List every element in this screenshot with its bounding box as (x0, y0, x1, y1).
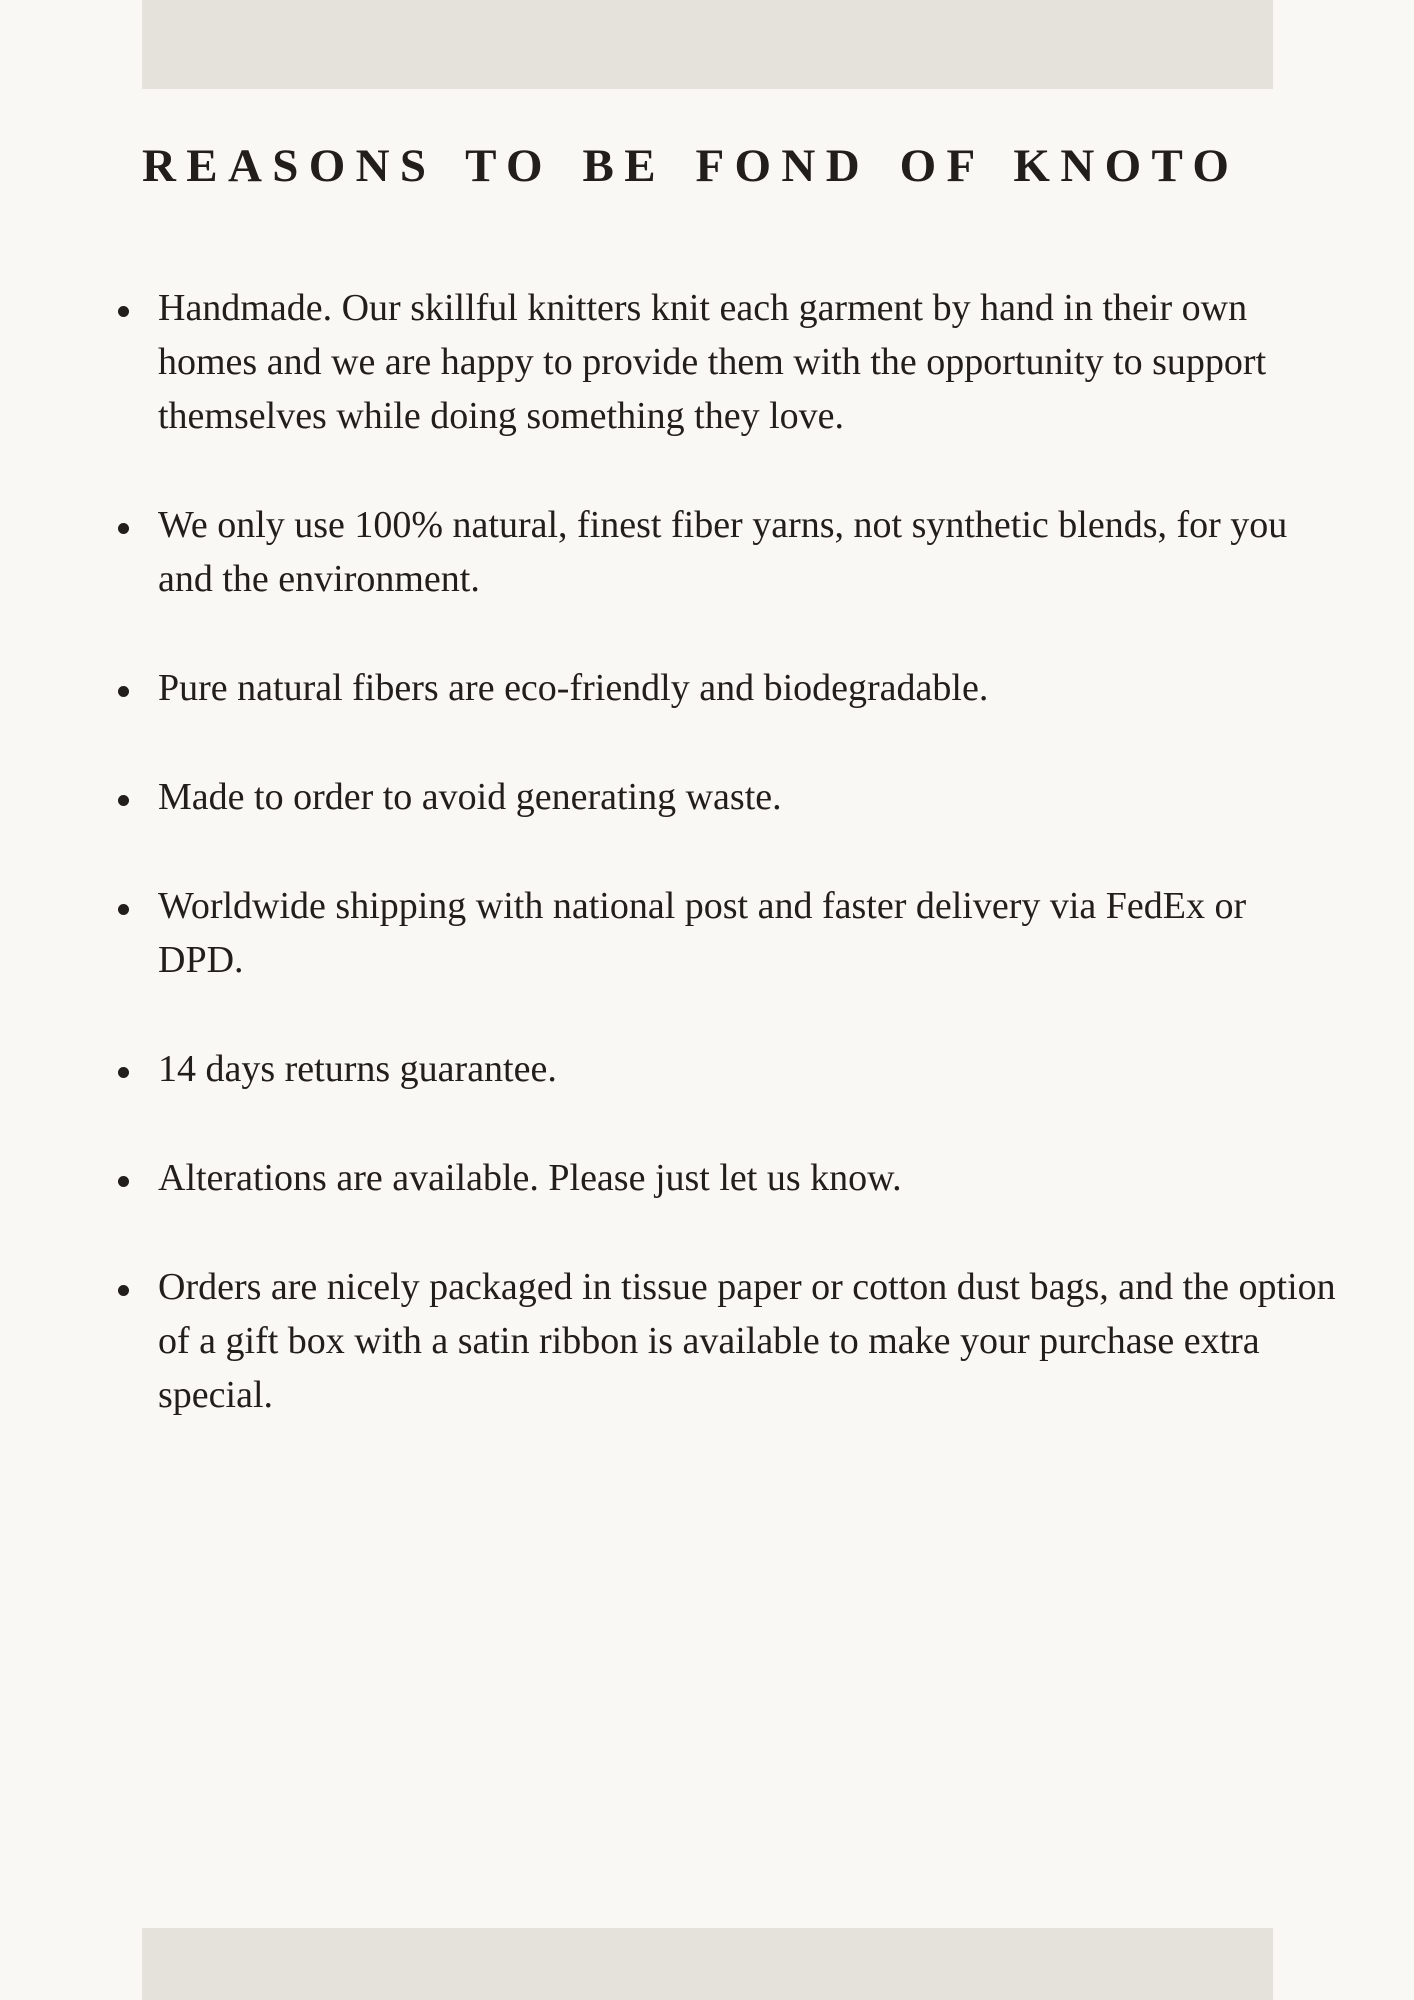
bullet-icon (118, 1285, 129, 1296)
page-title: REASONS TO BE FOND OF KNOTO (142, 140, 1240, 192)
bullet-icon (118, 795, 129, 806)
bullet-icon (118, 1176, 129, 1187)
list-item (118, 661, 1348, 715)
list-item-text: Made to order to avoid generating waste. (158, 776, 782, 818)
list-item-text: Worldwide shipping with national post and faster delivery via FedEx or DPD. (158, 885, 1247, 981)
list-item (118, 1260, 1348, 1422)
list-item (118, 879, 1348, 987)
list-item-text: Handmade. Our skillful knitters knit each garment by hand in their own homes and we are happy to provide them with the opportunity to support themselves while doing something they love. (158, 287, 1267, 437)
bullet-icon (118, 1067, 129, 1078)
list-item-text: Orders are nicely packaged in tissue paper or cotton dust bags, and the option of a gift box with a satin ribbon is available to make your purchase extra special. (158, 1266, 1336, 1416)
list-item (118, 770, 1348, 824)
list-item (118, 498, 1348, 606)
bullet-icon (118, 306, 129, 317)
bottom-decorative-bar (142, 1928, 1273, 2000)
list-item-text: 14 days returns guarantee. (158, 1048, 557, 1090)
reasons-list (118, 281, 1348, 1477)
list-item-text: We only use 100% natural, finest fiber yarns, not synthetic blends, for you and the environment. (158, 504, 1288, 600)
list-item-text: Pure natural fibers are eco-friendly and biodegradable. (158, 667, 989, 709)
list-item (118, 281, 1348, 443)
bullet-icon (118, 523, 129, 534)
list-item (118, 1151, 1348, 1205)
bullet-icon (118, 904, 129, 915)
top-decorative-bar (142, 0, 1273, 89)
list-item-text: Alterations are available. Please just let us know. (158, 1157, 902, 1199)
list-item (118, 1042, 1348, 1096)
bullet-icon (118, 686, 129, 697)
